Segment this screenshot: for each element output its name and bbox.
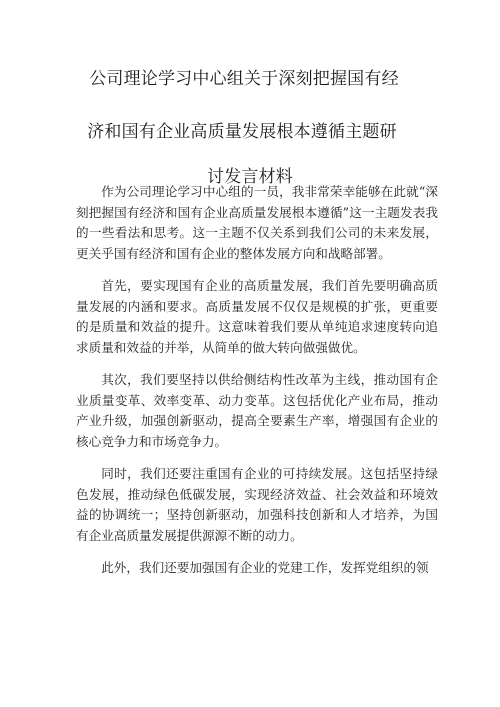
document-title-line-1: 公司理论学习中心组关于深刻把握国有经 (89, 69, 399, 89)
document-body (76, 182, 438, 591)
paragraph-first: 首先，要实现国有企业的高质量发展，我们首先要明确高质量发展的内涵和要求。高质量发展不仅仅是规模的扩张，更重要的是质量和效益的提升。这意味着我们要从单纯追求速度转向追求质量和效益的并举，从简单的做大转向做强做优。 (76, 278, 438, 355)
paragraph-third: 同时，我们还要注重国有企业的可持续发展。这包括坚持绿色发展，推动绿色低碳发展，实现经济效益、社会效益和环境效益的协调统一；坚持创新驱动，加强科技创新和人才培养，为国有企业高质量发展提供源源不断的动力。 (76, 466, 438, 543)
paragraph-second: 其次，我们要坚持以供给侧结构性改革为主线，推动国有企业质量变革、效率变革、动力变革。这包括优化产业布局，推动产业升级，加强创新驱动，提高全要素生产率，增强国有企业的核心竞争力和市场竞争力。 (76, 372, 438, 449)
paragraph-fourth: 此外，我们还要加强国有企业的党建工作，发挥党组织的领 (101, 560, 429, 575)
document-title-line-2: 济和国有企业高质量发展根本遵循主题研 (87, 122, 397, 142)
paragraph-intro: 作为公司理论学习中心组的一员，我非常荣幸能够在此就“深刻把握国有经济和国有企业高质量发展根本遵循”这一主题发表我的一些看法和思考。这一主题不仅关系到我们公司的未来发展，更关乎国有经济和国有企业的整体发展方向和战略部署。 (76, 184, 438, 261)
document-title-line-3: 讨发言材料 (207, 167, 293, 187)
